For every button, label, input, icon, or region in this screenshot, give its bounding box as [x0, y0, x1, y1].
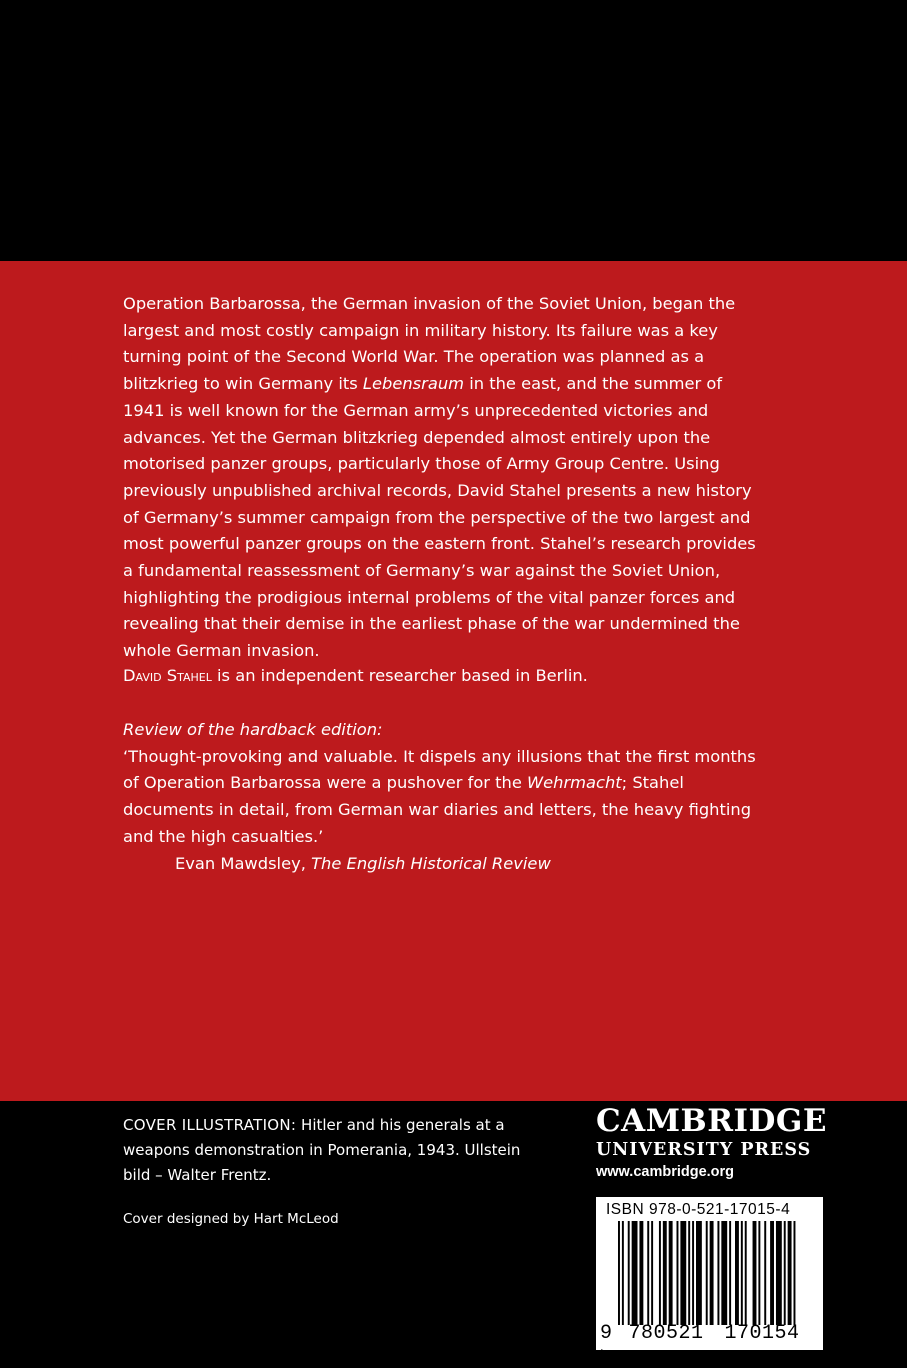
barcode-bar	[735, 1221, 739, 1325]
review-quote-part: ‘Thought-provoking and valuable. It dispels any illusions that the first months of Operation Barbarossa were a pushover for the	[123, 746, 756, 793]
publisher-url: www.cambridge.org	[596, 1164, 735, 1180]
barcode-bar	[776, 1221, 782, 1325]
isbn-label: ISBN 978-0-521-17015-4	[606, 1201, 791, 1218]
barcode-bar	[688, 1221, 690, 1325]
top-black-band	[0, 0, 907, 261]
cover-illustration-credit	[123, 1113, 523, 1188]
barcode-bar	[794, 1221, 796, 1325]
barcode-bar	[741, 1221, 743, 1325]
author-name: David Stahel	[123, 666, 212, 685]
barcode-lead-digit: 9	[600, 1322, 613, 1345]
blurb-italic-term: Lebensraum	[362, 374, 465, 394]
barcode-bar	[669, 1221, 673, 1325]
barcode-arrow: >	[600, 1345, 613, 1368]
barcode-bar	[788, 1221, 792, 1325]
isbn-barcode	[596, 1197, 823, 1368]
publisher-name: CAMBRIDGE	[596, 1103, 827, 1139]
barcode-bar	[663, 1221, 667, 1325]
review-attribution	[123, 851, 763, 878]
cover-designer-credit: Cover designed by Hart McLeod	[123, 1211, 339, 1227]
bottom-black-band	[0, 1101, 907, 1368]
cover-credit-label: COVER ILLUSTRATION:	[123, 1116, 297, 1134]
barcode-bar	[721, 1221, 727, 1325]
barcode-bar	[758, 1221, 760, 1325]
barcode-bar	[784, 1221, 786, 1325]
review-block	[123, 717, 763, 877]
barcode-bar	[639, 1221, 643, 1325]
barcode-left-digits: 780521	[628, 1322, 704, 1345]
barcode-bar	[680, 1221, 686, 1325]
barcode-bar	[692, 1221, 694, 1325]
blurb-text-part: in the east, and the summer of 1941 is well known for the German army’s unprecedented victories and advances. Yet the German blitzkrieg depended almost entirely upon the motorised panzer groups, particularly those of Army Group Centre. Using previously unpublished archival records, David Stahel presents a new history of Germany’s summer campaign from the perspective of the two largest and most powerful panzer groups on the eastern front. Stahel’s research provides a fundamental reassessment of Germany’s war against the Soviet Union, highlighting the prodigious internal problems of the vital panzer forces and revealing that their demise in the earliest phase of the war undermined the whole German invasion.	[123, 374, 756, 661]
barcode-bar	[632, 1221, 638, 1325]
author-bio-text: is an independent researcher based in Berlin.	[211, 666, 588, 685]
publisher-logo	[596, 1103, 826, 1183]
barcode-bar	[659, 1221, 661, 1325]
barcode-bar	[717, 1221, 719, 1325]
review-quote-part: ; Stahel documents in detail, from German war diaries and letters, the heavy fighting and the high casualties.’	[123, 773, 752, 846]
barcode-bar	[651, 1221, 653, 1325]
barcode-bar	[647, 1221, 649, 1325]
barcode-bar	[696, 1221, 702, 1325]
barcode-digits	[600, 1322, 819, 1368]
barcode-bar	[729, 1221, 731, 1325]
barcode-bar	[745, 1221, 747, 1325]
barcode-bar	[753, 1221, 757, 1325]
cover-credit-text: Hitler and his generals at a weapons demonstration in Pomerania, 1943. Ullstein bild – Walter Frentz.	[123, 1116, 521, 1184]
review-source: The English Historical Review	[311, 853, 551, 873]
blurb-text	[123, 291, 763, 665]
barcode-bar	[628, 1221, 630, 1325]
reviewer-name: Evan Mawdsley,	[175, 853, 312, 873]
barcode-bar	[764, 1221, 766, 1325]
barcode-bar	[770, 1221, 774, 1325]
publisher-subname: UNIVERSITY PRESS	[596, 1140, 812, 1160]
barcode-bar	[706, 1221, 708, 1325]
review-quote-italic: Wehrmacht	[527, 773, 622, 793]
blurb-panel	[0, 261, 907, 1101]
author-bio	[123, 663, 763, 690]
barcode-bar	[618, 1221, 620, 1325]
barcode-bar	[677, 1221, 679, 1325]
review-quote	[123, 744, 763, 851]
barcode-bars	[618, 1221, 808, 1325]
review-heading: Review of the hardback edition:	[123, 720, 383, 739]
blurb-text-part: Operation Barbarossa, the German invasion of the Soviet Union, began the largest and most costly campaign in military history. Its failure was a key turning point of the Second World War. The operation was planned as a blitzkrieg to win Germany its	[123, 294, 736, 394]
barcode-bar	[622, 1221, 624, 1325]
barcode-right-digits: 170154	[724, 1322, 800, 1345]
barcode-bar	[710, 1221, 714, 1325]
